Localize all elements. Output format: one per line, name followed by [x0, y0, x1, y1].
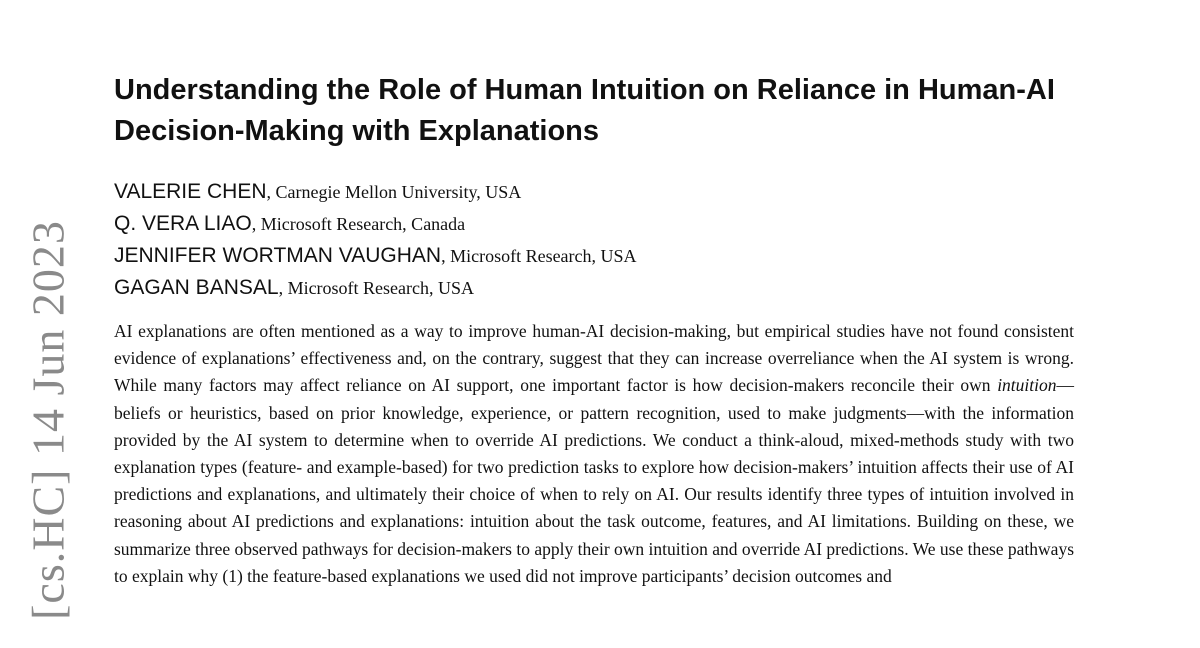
- author-affiliation: Microsoft Research, Canada: [260, 214, 466, 234]
- abstract-text-part1: AI explanations are often mentioned as a way to improve human-AI decision-making, but empirical studies have not found consistent evidence of explanations’ effectiveness and, on the contrary, suggest that they can increase overreliance when the AI system is wrong. While many factors may affect reliance on AI support, one important factor is how decision-makers reconcile their own: [114, 321, 1074, 396]
- author-name: Q. VERA LIAO: [114, 212, 252, 235]
- arxiv-side-stamp: [8, 200, 88, 640]
- abstract-paragraph: [114, 318, 1074, 590]
- author-name: JENNIFER WORTMAN VAUGHAN: [114, 244, 442, 267]
- author-line: VALERIE CHEN, Carnegie Mellon University, USA: [114, 180, 522, 203]
- author-name: GAGAN BANSAL: [114, 276, 279, 299]
- author-line: GAGAN BANSAL, Microsoft Research, USA: [114, 276, 475, 299]
- author-line: JENNIFER WORTMAN VAUGHAN, Microsoft Research, USA: [114, 244, 637, 267]
- author-name: VALERIE CHEN: [114, 180, 267, 203]
- paper-title: Understanding the Role of Human Intuition on Reliance in Human-AI Decision-Making with Explanations: [114, 74, 1055, 147]
- author-list: [114, 176, 1174, 304]
- abstract-emphasis: intuition: [997, 375, 1057, 396]
- author-affiliation: Microsoft Research, USA: [450, 246, 637, 266]
- author-affiliation: Carnegie Mellon University, USA: [275, 182, 522, 202]
- paper-page: [114, 70, 1174, 608]
- arxiv-stamp-text: [cs.HC] 14 Jun 2023: [22, 220, 74, 620]
- abstract-text-part2: —beliefs or heuristics, based on prior knowledge, experience, or pattern recognition, used to make judgments—with the information provided by the AI system to determine when to override AI predictions. We conduct a think-aloud, mixed-methods study with two explanation types (feature- and example-based) for two prediction tasks to explore how decision-makers’ intuition affects their use of AI predictions and explanations, and ultimately their choice of when to rely on AI. Our results identify three types of intuition involved in reasoning about AI predictions and explanations: intuition about the task outcome, features, and AI limitations. Building on these, we summarize three observed pathways for decision-makers to apply their own intuition and override AI predictions. We use these pathways to explain why (1) the feature-based explanations we used did not improve participants’ decision outcomes and: [114, 375, 1075, 586]
- author-line: Q. VERA LIAO, Microsoft Research, Canada: [114, 212, 466, 235]
- author-affiliation: Microsoft Research, USA: [287, 278, 475, 298]
